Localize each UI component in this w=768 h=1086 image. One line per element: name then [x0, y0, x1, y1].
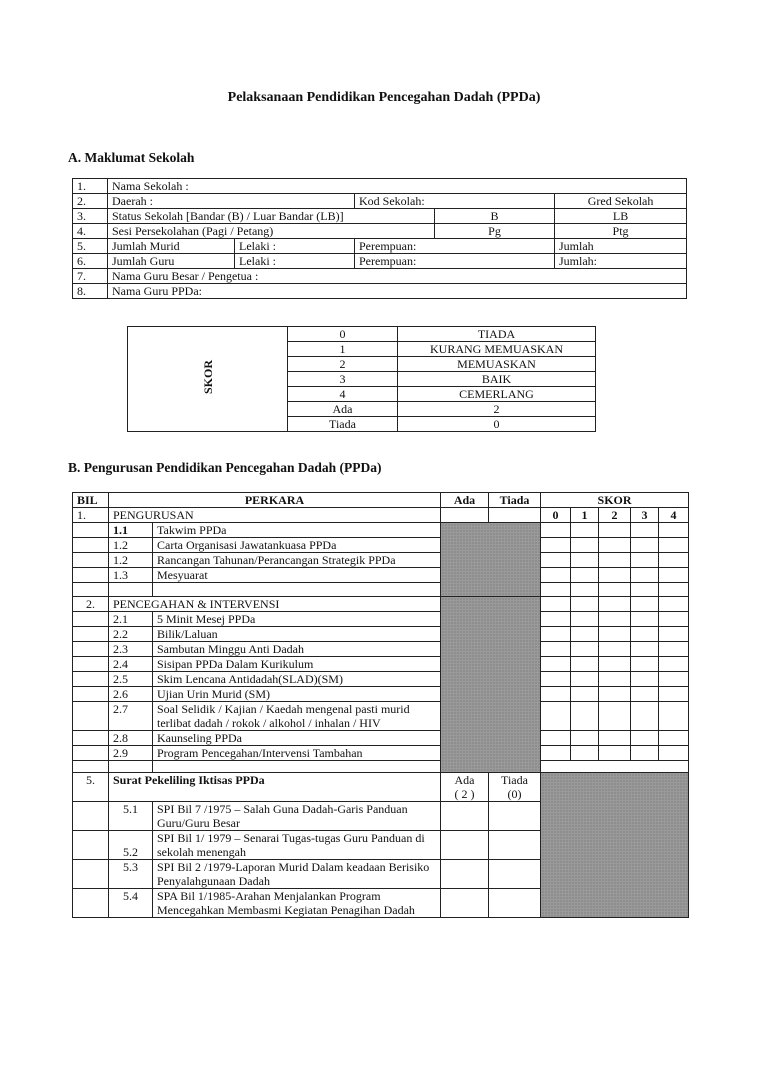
table-row: 3. Status Sekolah [Bandar (B) / Luar Bandar (LB)] B LB: [73, 209, 687, 224]
table-row: 8. Nama Guru PPDa:: [73, 284, 687, 299]
table-row: 5.1 SPI Bil 7 /1975 – Salah Guna Dadah-Garis Panduan Guru/Guru Besar: [73, 802, 689, 831]
page-title: Pelaksanaan Pendidikan Pencegahan Dadah (PPDa): [227, 90, 541, 105]
table-row: 1.2 Rancangan Tahunan/Perancangan Strategik PPDa: [73, 553, 689, 568]
shaded-cell: [541, 773, 689, 918]
table-row: 1.2 Carta Organisasi Jawatankuasa PPDa: [73, 538, 689, 553]
shaded-cell: [441, 597, 541, 773]
table-row: 1.1 Takwim PPDa: [73, 523, 689, 538]
table-row: 2.5 Skim Lencana Antidadah(SLAD)(SM): [73, 672, 689, 687]
shaded-cell: [441, 523, 541, 597]
table-row: 4. Sesi Persekolahan (Pagi / Petang) Pg Ptg: [73, 224, 687, 239]
table-row: [73, 761, 689, 773]
school-info-table: [72, 178, 687, 299]
table-row: 2.8 Kaunseling PPDa: [73, 731, 689, 746]
table-row: 2.1 5 Minit Mesej PPDa: [73, 612, 689, 627]
table-row: 1. Nama Sekolah :: [73, 179, 687, 194]
table-row: 1. PENGURUSAN 0 1 2 3 4: [73, 508, 689, 523]
table-row: [73, 583, 689, 597]
table-row: 2. PENCEGAHAN & INTERVENSI: [73, 597, 689, 612]
table-row: 2 MEMUASKAN: [128, 357, 596, 372]
ppda-management-table: [72, 492, 689, 918]
table-row: 4 CEMERLANG: [128, 387, 596, 402]
table-row: 5. Surat Pekeliling Iktisas PPDa Ada ( 2 ) Tiada (0): [73, 773, 689, 802]
table-row: Ada 2: [128, 402, 596, 417]
table-row: 2.7 Soal Selidik / Kajian / Kaedah mengenal pasti murid terlibat dadah / rokok / alkohol / inhalan / HIV: [73, 702, 689, 731]
table-header-row: BIL PERKARA Ada Tiada SKOR: [73, 493, 689, 508]
table-row: 5.2 SPI Bil 1/ 1979 – Senarai Tugas-tugas Guru Panduan di sekolah menengah: [73, 831, 689, 860]
skor-legend-table: [127, 326, 596, 432]
table-row: 2.3 Sambutan Minggu Anti Dadah: [73, 642, 689, 657]
table-row: 2.4 Sisipan PPDa Dalam Kurikulum: [73, 657, 689, 672]
table-row: 1 KURANG MEMUASKAN: [128, 342, 596, 357]
table-row: 5.4 SPA Bil 1/1985-Arahan Menjalankan Program Mencegahkan Membasmi Kegiatan Penagihan Dadah: [73, 889, 689, 918]
table-row: 3 BAIK: [128, 372, 596, 387]
section-a-heading: A. Maklumat Sekolah: [68, 150, 195, 165]
skor-label: SKOR: [200, 360, 215, 395]
table-row: 1.3 Mesyuarat: [73, 568, 689, 583]
table-row: 5. Jumlah Murid Lelaki : Perempuan: Jumlah: [73, 239, 687, 254]
table-row: 2.6 Ujian Urin Murid (SM): [73, 687, 689, 702]
table-row: 2.2 Bilik/Laluan: [73, 627, 689, 642]
table-row: SKOR 0 TIADA: [128, 327, 596, 342]
table-row: 2.9 Program Pencegahan/Intervensi Tambahan: [73, 746, 689, 761]
table-row: 6. Jumlah Guru Lelaki : Perempuan: Jumlah:: [73, 254, 687, 269]
table-row: 7. Nama Guru Besar / Pengetua :: [73, 269, 687, 284]
table-row: Tiada 0: [128, 417, 596, 432]
table-row: 2. Daerah : Kod Sekolah: Gred Sekolah: [73, 194, 687, 209]
section-b-heading: B. Pengurusan Pendidikan Pencegahan Dadah (PPDa): [68, 460, 382, 475]
table-row: 5.3 SPI Bil 2 /1979-Laporan Murid Dalam keadaan Berisiko Penyalahgunaan Dadah: [73, 860, 689, 889]
